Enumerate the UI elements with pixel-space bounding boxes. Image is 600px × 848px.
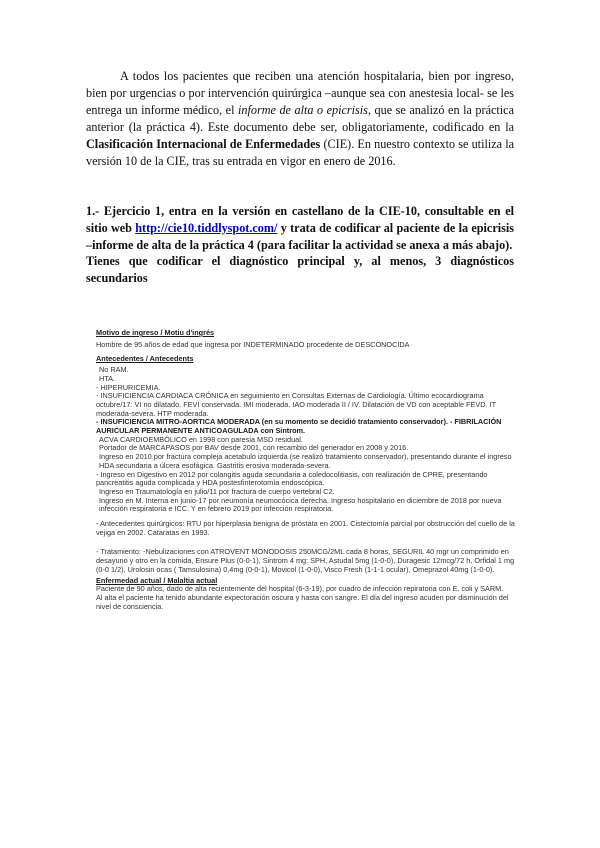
exercise-text-2: y trata de codificar al paciente de la epicrisis –informe de alta de la práctica 4 (para facilitar la actividad se anexa a más abajo). — [86, 220, 515, 252]
task-paragraph: Tienes que codificar el diagnóstico principal y, al menos, 3 diagnósticos secundarios — [86, 254, 514, 285]
treatment: - Tratamiento: -Nebulizaciones con ATROVENT MONODOSIS 250MCG/2ML cada 8 horas, SEGURIL 40 mgr un comprimido en desayuno y otro en la comida, Ensure Plus (0-0-1), Sintrom 4 mg: SPH, Astudal 5mg (1-0-0), Duragesic 12mcg/72 h, Orfidal 1 mg (0-0 1/2), Urolosin ocas ( Tamsulosina) 0,4mg (0-0-1), Movicol (1-0-0), Visco Fresh (1-1-1 ocular), Omeprazol 40mg (1-0-0). — [96, 547, 515, 574]
enfermedad-heading: Enfermedad actual / Malaltia actual — [96, 575, 218, 585]
intro-paragraph — [86, 68, 514, 171]
antecedent-line: ACVA CARDIOEMBÓLICO en 1998 con paresia MSD residual. — [99, 434, 303, 444]
exercise-paragraph — [86, 203, 514, 253]
exercise-text-1: 1.- Ejercicio 1, entra en la versión en castellano de la CIE-10, consultable en el sitio web — [86, 204, 514, 235]
antecedent-line: Ingreso en Traumatología en julio/11 por fractura de cuerpo vertebral C2. — [99, 486, 335, 496]
enfermedad-text-2: Al alta el paciente ha tenido abundante expectoración oscura y hasta con sangre. El día del ingreso acuden por disminución del nivel de consciencia. — [96, 592, 509, 611]
antecedent-line: - INSUFICIENCIA CARDIACA CRÓNICA en seguimiento en Consultas Externas de Cardiología. Último ecocardiograma octubre/17: VI no dilatado. FEVI conservada. IMI moderada. IAO moderada II / IV. Dilatación de VD con aceptable FEVD. IT moderada-severa. HTP moderada. — [96, 391, 496, 418]
intro-text-3: (CIE). En nuestro contexto se utiliza la versión 10 de la CIE, tras su entrada en vigor en enero de 2016. — [86, 137, 515, 169]
antecedent-line: - Ingreso en Digestivo en 2012 por colangitis aguda secundaria a coledocolitiasis, con realización de CPRE, presentando pancreatitis aguda complicada y HDA postesfinterotomía endoscópica. — [96, 469, 488, 488]
enfermedad-text: Paciente de 90 años, dado de alta recientemente del hospital (6-3-19), por cuadro de infección repiratoria con E. coli y SARM. — [96, 584, 504, 594]
cie10-link[interactable]: http://cie10.tiddlyspot.com/ — [135, 220, 278, 235]
antecedent-line: HTA. — [99, 373, 116, 383]
antecedent-line: - INSUFICIENCIA MITRO-AORTICA MODERADA (en su momento se decidió tratamiento conservador). - FIBRILACIÓN AURICULAR PERMANENTE ANTICOAGULADA con Sintrom. — [96, 417, 502, 436]
intro-text-1: A todos los pacientes que reciben una atención hospitalaria, bien por ingreso, bien por urgencias o por intervención quirúrgica –aunque sea con anestesia local- se les entrega un informe médico, el — [86, 69, 514, 118]
antecedent-line: Ingreso en M. Interna en junio-17 por neumonía neumocócica derecha. Ingreso hospitalario en diciembre de 2018 por nueva infección respiratoria e ICC. Y en febrero 2019 por infección respiratoria. — [99, 495, 502, 514]
intro-text-2: , que se analizó en la práctica anterior (la práctica 4). Este documento debe ser, obligatoriamente, codificado en la — [86, 103, 514, 135]
antecedent-line: Ingreso en 2010 por fractura compleja acetabulo izquierda (se realizó tratamiento conservador), presentando durante el ingreso HDA secundaria a úlcera esofágica. Gastritis erosiva moderada-severa. — [99, 452, 512, 470]
intro-bold: Clasificación Internacional de Enfermedades — [86, 137, 321, 152]
motivo-text: Hombre de 95 años de edad que ingresa por INDETERMINADO procedente de DESCONOCIDA — [96, 339, 410, 349]
discharge-report-scan — [96, 329, 516, 611]
antecedentes-heading: Antecedentes / Antecedents — [96, 354, 194, 364]
intro-italic: informe de alta o epicrisis — [238, 103, 368, 118]
antecedent-line: No RAM. — [99, 365, 129, 375]
motivo-heading: Motivo de ingreso / Motiu d'ingrés — [96, 328, 215, 337]
antecedent-line: Portador de MARCAPASOS por BAV desde 2001, con recambio del generador en 2008 y 2016. — [99, 443, 409, 453]
surgical-history: - Antecedentes quirúrgicos: RTU por hiperplasia benigna de próstata en 2001. Cistectomía parcial por obstrucción del cuello de la vejiga en 2002. Cataratas en 1993. — [96, 519, 515, 537]
antecedent-line: - HIPERURICEMIA. — [96, 382, 161, 392]
